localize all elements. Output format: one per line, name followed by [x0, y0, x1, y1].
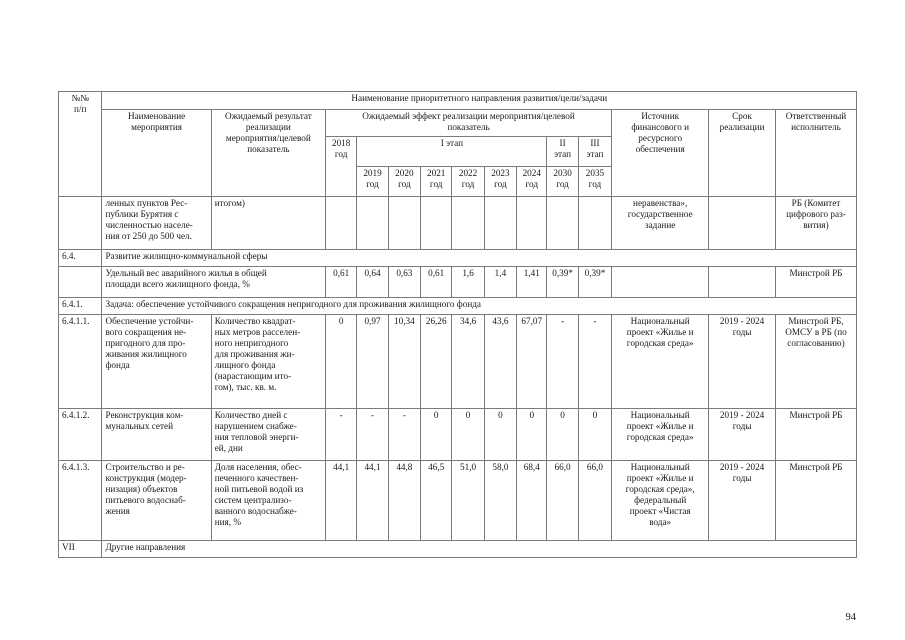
value-cell — [357, 197, 388, 250]
value-cell: 0 — [547, 409, 578, 461]
indicator-name: Удельный вес аварийного жилья в общей площади всего жилищного фонда, % — [102, 267, 326, 298]
section-num: VII — [59, 541, 102, 558]
stage-1-header: I этап — [357, 137, 547, 167]
row-result: итогом) — [211, 197, 325, 250]
value-cell: - — [388, 409, 420, 461]
row-source: Национальный проект «Жилье и городская среда», федеральный проект «Чистая вода» — [612, 461, 709, 541]
row-term: 2019 - 2024 годы — [709, 461, 776, 541]
row-responsible: Минстрой РБ — [775, 409, 856, 461]
year-header: 2022 год — [452, 167, 484, 197]
row-result: Доля населения, обес- печенного качествен- ной питьевой водой из систем централизо- ванного водоснабже- ния, % — [211, 461, 325, 541]
row-responsible: РБ (Комитет цифрового раз- вития) — [775, 197, 856, 250]
value-cell: 0,63 — [388, 267, 420, 298]
value-cell: 46,5 — [421, 461, 452, 541]
value-cell: 44,1 — [325, 461, 356, 541]
row-num — [59, 267, 102, 298]
row-event: ленных пунктов Рес- публики Бурятия с численностью населе- ния от 250 до 500 чел. — [102, 197, 211, 250]
value-cell: 43,6 — [484, 315, 516, 409]
value-cell: 0,39* — [578, 267, 611, 298]
row-term — [709, 267, 776, 298]
row-event: Реконструкция ком- мунальных сетей — [102, 409, 211, 461]
value-cell: 68,4 — [517, 461, 547, 541]
row-num — [59, 197, 102, 250]
row-source: неравенства», государственное задание — [612, 197, 709, 250]
value-cell: 0 — [452, 409, 484, 461]
source-header: Источник финансового и ресурсного обеспечения — [612, 110, 709, 197]
row-num: 6.4.1.3. — [59, 461, 102, 541]
task-row — [59, 298, 857, 315]
section-row — [59, 541, 857, 558]
row-source — [612, 267, 709, 298]
year-header: 2023 год — [484, 167, 516, 197]
year-header: 2021 год — [421, 167, 452, 197]
year-2018-header: 2018 год — [325, 137, 356, 197]
value-cell: 0 — [325, 315, 356, 409]
value-cell — [452, 197, 484, 250]
row-responsible: Минстрой РБ — [775, 461, 856, 541]
value-cell: 26,26 — [421, 315, 452, 409]
value-cell: - — [357, 409, 388, 461]
table-row — [59, 315, 857, 409]
row-num: 6.4.1.1. — [59, 315, 102, 409]
value-cell: 0,64 — [357, 267, 388, 298]
section-title: Другие направления — [102, 541, 857, 558]
value-cell: 1,4 — [484, 267, 516, 298]
year-header: 2024 год — [517, 167, 547, 197]
stage-3-header: III этап — [578, 137, 611, 167]
value-cell: 44,1 — [357, 461, 388, 541]
value-cell: 66,0 — [547, 461, 578, 541]
row-event: Строительство и ре- конструкция (модер- низация) объектов питьевого водоснаб- жения — [102, 461, 211, 541]
value-cell: 66,0 — [578, 461, 611, 541]
row-term: 2019 - 2024 годы — [709, 315, 776, 409]
value-cell: 10,34 — [388, 315, 420, 409]
value-cell: 0,39* — [547, 267, 578, 298]
table-row — [59, 461, 857, 541]
row-num: 6.4.1.2. — [59, 409, 102, 461]
value-cell: 34,6 — [452, 315, 484, 409]
row-term — [709, 197, 776, 250]
row-source: Национальный проект «Жилье и городская среда» — [612, 409, 709, 461]
row-source: Национальный проект «Жилье и городская среда» — [612, 315, 709, 409]
year-header: 2030 год — [547, 167, 578, 197]
stage-2-header: II этап — [547, 137, 578, 167]
section-row — [59, 250, 857, 267]
value-cell: 0 — [421, 409, 452, 461]
value-cell: 67,07 — [517, 315, 547, 409]
value-cell — [388, 197, 420, 250]
table-row — [59, 409, 857, 461]
value-cell: 0,61 — [325, 267, 356, 298]
value-cell: 0 — [484, 409, 516, 461]
value-cell: 0,61 — [421, 267, 452, 298]
value-cell — [325, 197, 356, 250]
page-number: 94 — [845, 612, 856, 623]
expected-result-header: Ожидаемый результат реализации мероприятия/целевой показатель — [211, 110, 325, 197]
continuation-row — [59, 197, 857, 250]
value-cell — [547, 197, 578, 250]
year-header: 2035 год — [578, 167, 611, 197]
value-cell: 1,41 — [517, 267, 547, 298]
row-event: Обеспечение устойчи- вого сокращения не- пригодного для про- живания жилищного фонда — [102, 315, 211, 409]
value-cell: 0,97 — [357, 315, 388, 409]
value-cell: 51,0 — [452, 461, 484, 541]
row-responsible: Минстрой РБ, ОМСУ в РБ (по согласованию) — [775, 315, 856, 409]
row-result: Количество дней с нарушением снабже- ния тепловой энерги- ей, дни — [211, 409, 325, 461]
value-cell: 44,8 — [388, 461, 420, 541]
event-name-header: Наименование мероприятия — [102, 110, 211, 197]
task-title: Задача: обеспечение устойчивого сокращения непригодного для проживания жилищного фонда — [102, 298, 857, 315]
value-cell — [484, 197, 516, 250]
year-header: 2019 год — [357, 167, 388, 197]
value-cell: - — [547, 315, 578, 409]
indicator-row — [59, 267, 857, 298]
direction-header: Наименование приоритетного направления развития/цели/задачи — [102, 92, 857, 110]
num-header: №№ п/п — [59, 92, 102, 197]
term-header: Срок реализации — [709, 110, 776, 197]
year-header: 2020 год — [388, 167, 420, 197]
value-cell — [421, 197, 452, 250]
responsible-header: Ответственный исполнитель — [775, 110, 856, 197]
task-num: 6.4.1. — [59, 298, 102, 315]
value-cell: 1,6 — [452, 267, 484, 298]
value-cell: - — [578, 315, 611, 409]
section-num: 6.4. — [59, 250, 102, 267]
value-cell: - — [325, 409, 356, 461]
expected-values-header: Ожидаемый эффект реализации мероприятия/целевой показатель — [325, 110, 611, 137]
row-result: Количество квадрат- ных метров расселен- ного непригодного для проживания жи- лищного фонда (нарастающим ито- гом), тыс. кв. м. — [211, 315, 325, 409]
row-term: 2019 - 2024 годы — [709, 409, 776, 461]
value-cell: 58,0 — [484, 461, 516, 541]
plan-table — [58, 91, 857, 558]
value-cell — [578, 197, 611, 250]
value-cell: 0 — [517, 409, 547, 461]
row-responsible: Минстрой РБ — [775, 267, 856, 298]
value-cell: 0 — [578, 409, 611, 461]
value-cell — [517, 197, 547, 250]
section-title: Развитие жилищно-коммунальной сферы — [102, 250, 857, 267]
